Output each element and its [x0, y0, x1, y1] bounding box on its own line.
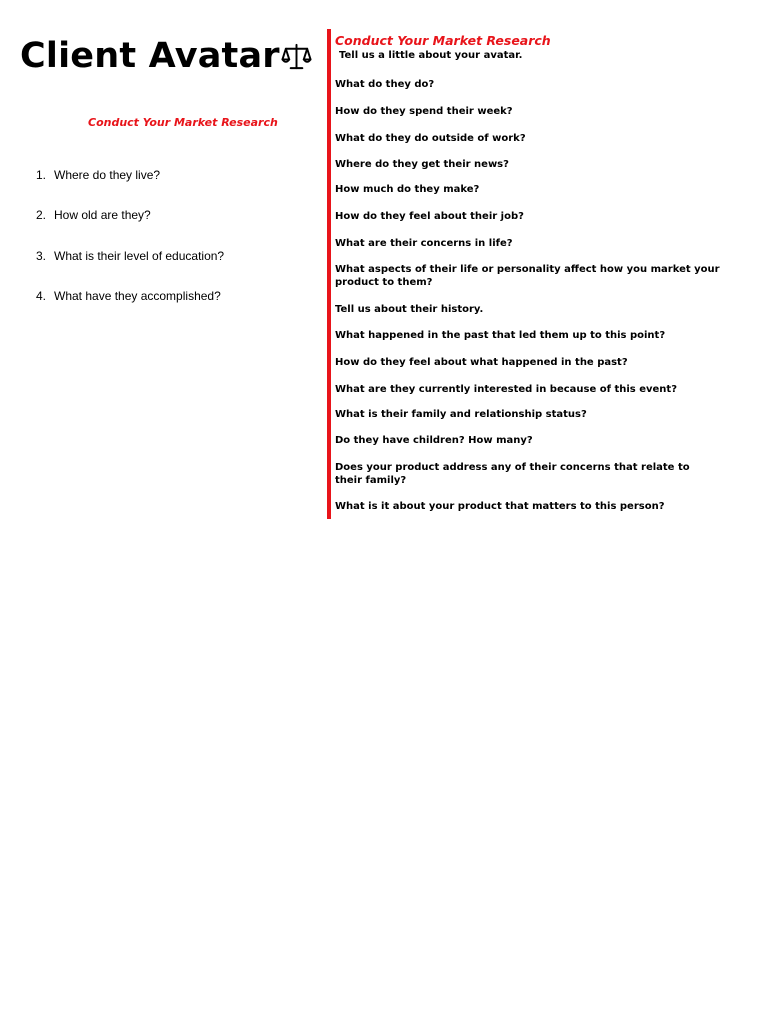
question-item: What are they currently interested in because of this event?: [335, 384, 678, 395]
scales-icon: [281, 41, 312, 72]
right-column: [335, 33, 720, 512]
list-text: How old are they?: [54, 208, 151, 223]
list-number: 3.: [36, 248, 47, 263]
question-item: How much do they make?: [335, 184, 480, 195]
question-item: Does your product address any of their concerns that relate to their family?: [335, 462, 690, 486]
question-item: How do they spend their week?: [335, 106, 513, 117]
question-item: What do they do?: [335, 79, 435, 90]
list-text: What have they accomplished?: [54, 288, 221, 303]
question-item: What aspects of their life or personality affect how you market your product to them?: [335, 264, 720, 288]
list-item: [36, 288, 224, 328]
question-item: What happened in the past that led them up to this point?: [335, 330, 666, 341]
question-item: Tell us about their history.: [335, 304, 484, 315]
list-number: 4.: [36, 288, 47, 303]
question-item: What is it about your product that matters to this person?: [335, 501, 665, 512]
left-question-list: [36, 167, 224, 328]
list-item: [36, 167, 224, 207]
list-item: [36, 248, 224, 288]
title-row: [20, 34, 312, 78]
right-intro: Tell us a little about your avatar.: [339, 50, 523, 61]
left-subtitle: Conduct Your Market Research: [88, 116, 278, 129]
question-item: Do they have children? How many?: [335, 435, 533, 446]
question-item: Where do they get their news?: [335, 159, 509, 170]
list-number: 1.: [36, 168, 47, 182]
list-text: Where do they live?: [54, 168, 161, 182]
right-title: Conduct Your Market Research: [335, 33, 551, 48]
list-item: [36, 207, 224, 247]
question-item: What do they do outside of work?: [335, 133, 526, 144]
question-item: How do they feel about their job?: [335, 211, 524, 222]
question-item: What are their concerns in life?: [335, 238, 513, 249]
list-text: What is their level of education?: [54, 248, 225, 263]
list-number: 2.: [36, 208, 47, 223]
question-item: How do they feel about what happened in the past?: [335, 357, 628, 368]
accent-divider: [327, 29, 331, 519]
page-title: Client Avatar: [20, 36, 280, 76]
question-item: What is their family and relationship status?: [335, 409, 587, 420]
